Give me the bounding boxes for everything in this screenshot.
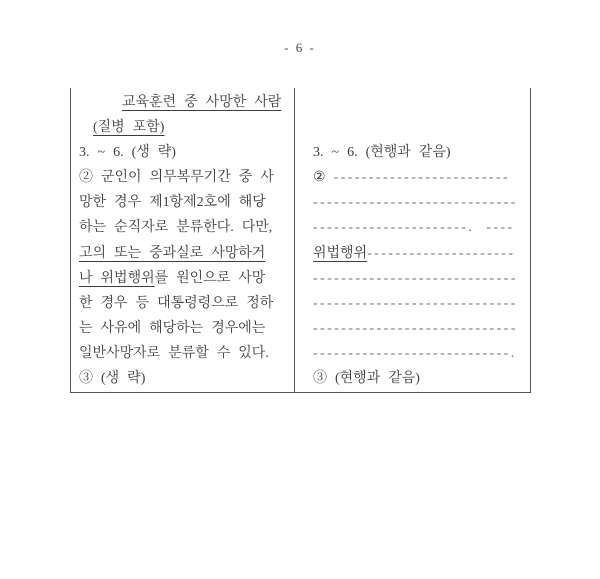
text: ② 군인이 의무복무기간 중 사 [79,170,274,186]
text-line [79,291,290,316]
table-column-amendment [295,88,530,392]
comparison-table [70,88,531,393]
text-line [79,266,290,291]
text: 3. ~ 6. (생 략) [79,145,176,161]
text-line [313,165,526,190]
dash-line [313,291,526,316]
text-line [79,90,290,115]
dash-fill: ------------------------- [333,170,511,186]
text-line [313,241,526,266]
text-line [79,190,290,215]
dash-line [313,215,526,240]
text-line [79,215,290,240]
text: ③ (생 략) [79,371,146,387]
text-line [79,341,290,366]
text: 3. ~ 6. (현행과 같음) [313,145,451,161]
text-line [313,140,526,165]
text-line [79,241,290,266]
text: 는 사유에 해당하는 경우에는 [79,320,266,336]
underlined-text: 위법행위 [313,245,368,261]
dash-line [313,190,526,215]
dash-line [313,266,526,291]
dash-fill: ----------------------------. [313,345,517,361]
text-line [79,140,290,165]
text-line [313,366,526,391]
text: 한 경우 등 대통령령으로 정하 [79,295,274,311]
dash-fill: ----------------------------- [313,270,518,286]
dash-line [313,341,526,366]
page-number: - 6 - [284,40,316,55]
text: 하는 순직자로 분류한다. 다만, [79,220,273,236]
dash-fill: ----------------------------- [313,320,518,336]
blank-line [313,115,526,140]
dash-fill: --------------------- [367,245,516,261]
underlined-text: 교육훈련 중 사망한 사람 [122,95,282,110]
text-line [79,115,290,140]
text-line [79,165,290,190]
text-line [79,316,290,341]
text: 망한 경우 제1항제2호에 해당 [79,195,266,211]
text: 일반사망자로 분류할 수 있다. [79,345,269,361]
table-column-current [71,88,295,392]
text: ③ (현행과 같음) [313,371,420,387]
dash-line [313,316,526,341]
dash-fill: ----------------------------- [313,295,518,311]
underlined-text: 나 위법행위 [79,270,155,286]
text: ② [313,170,326,186]
dash-fill: ----------------------. [313,220,475,236]
text: 를 원인으로 사망 [154,270,266,286]
dash-fill: ----------------------------- [313,195,518,211]
underlined-text: 고의 또는 중과실로 사망하거 [79,245,266,261]
dash-fill: ---- [486,220,515,236]
blank-line [313,90,526,115]
underlined-text: (질병 포함) [93,120,165,136]
text-line [79,366,290,391]
